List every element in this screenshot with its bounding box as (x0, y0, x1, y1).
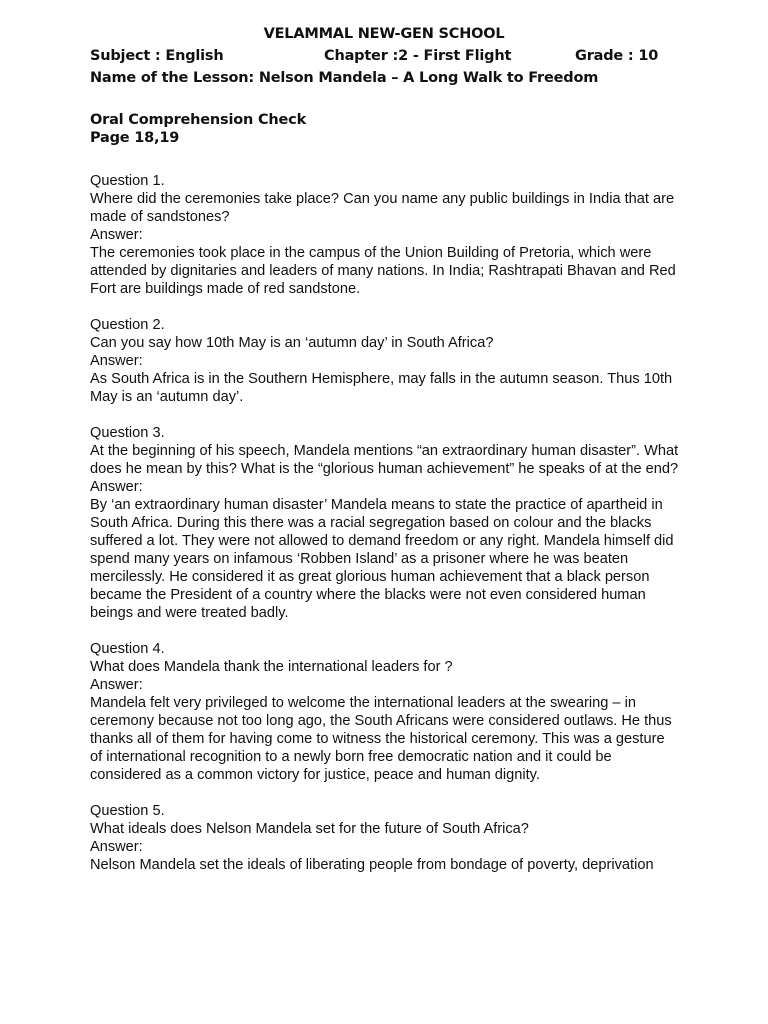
answer-text: The ceremonies took place in the campus of the Union Building of Pretoria, which were attended by dignitaries and leaders of many nations. In India; Rashtrapati Bhavan and Red Fort are buildings made of red sandstone. (90, 245, 676, 297)
question-text: What ideals does Nelson Mandela set for the future of South Africa? (90, 821, 529, 837)
question-label: Question 5. (90, 803, 165, 819)
question-label: Question 4. (90, 641, 165, 657)
lesson-title: Name of the Lesson: Nelson Mandela – A Long Walk to Freedom (90, 70, 599, 86)
answer-label: Answer: (90, 479, 143, 495)
grade-label: Grade : 10 (575, 48, 659, 64)
answer-text: Nelson Mandela set the ideals of liberating people from bondage of poverty, deprivation (90, 857, 654, 873)
question-block-4 (90, 640, 680, 784)
question-label: Question 1. (90, 173, 165, 189)
answer-label: Answer: (90, 677, 143, 693)
meta-row (90, 48, 690, 68)
chapter-label: Chapter :2 - First Flight (324, 48, 512, 64)
question-text: What does Mandela thank the international leaders for ? (90, 659, 453, 675)
school-name: VELAMMAL NEW-GEN SCHOOL (263, 26, 505, 42)
answer-label: Answer: (90, 353, 143, 369)
subject-label: Subject : English (90, 48, 224, 64)
questions-list (90, 172, 680, 892)
answer-text: As South Africa is in the Southern Hemisphere, may falls in the autumn season. Thus 10th May is an ‘autumn day’. (90, 371, 673, 405)
question-label: Question 3. (90, 425, 165, 441)
section-pages: Page 18,19 (90, 130, 180, 146)
question-block-2 (90, 316, 680, 406)
question-text: Where did the ceremonies take place? Can you name any public buildings in India that are made of sandstones? (90, 191, 675, 225)
question-block-5 (90, 802, 680, 874)
answer-label: Answer: (90, 227, 143, 243)
question-text: At the beginning of his speech, Mandela mentions “an extraordinary human disaster”. What does he mean by this? What is the “glorious human achievement” he speaks of at the end? (90, 443, 679, 477)
answer-text: By ‘an extraordinary human disaster’ Mandela means to state the practice of apartheid in South Africa. During this there was a racial segregation based on colour and the blacks suffered a lot. They were not allowed to demand freedom or any right. Mandela himself did spend many years on infamous ‘Robben Island’ as a prisoner where he was beaten mercilessly. He considered it as great glorious human achievement that a black person became the President of a country where the blacks were not even considered human beings and were treated badly. (90, 497, 674, 621)
answer-text: Mandela felt very privileged to welcome the international leaders at the swearing – in ceremony because not too long ago, the South Africans were considered outlaws. He thus thanks all of them for having come to witness the historical ceremony. This was a gesture of international recognition to a newly born free democratic nation and it could be considered as a common victory for justice, peace and human dignity. (90, 695, 672, 783)
answer-label: Answer: (90, 839, 143, 855)
question-text: Can you say how 10th May is an ‘autumn day’ in South Africa? (90, 335, 494, 351)
question-block-3 (90, 424, 680, 622)
section-title: Oral Comprehension Check (90, 112, 307, 128)
question-block-1 (90, 172, 680, 298)
question-label: Question 2. (90, 317, 165, 333)
